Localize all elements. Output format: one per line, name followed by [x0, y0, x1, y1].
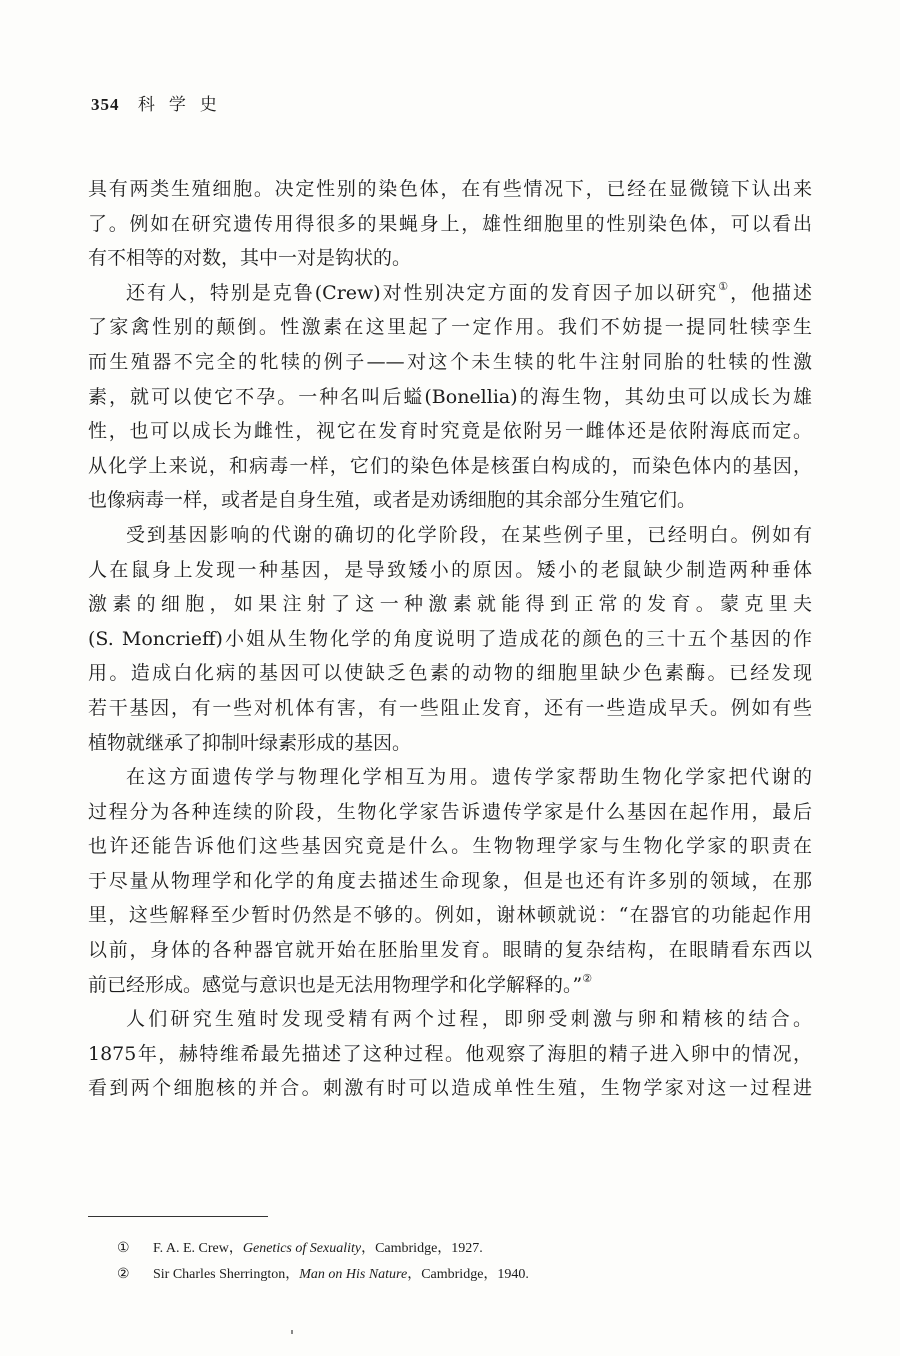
footnote-title: Genetics of Sexuality — [242, 1241, 362, 1256]
footnote-ref-1: ① — [718, 279, 731, 293]
text-line: (S. Moncrieff)小姐从生物化学的角度说明了造成花的颜色的三十五个基因的作 — [88, 627, 812, 650]
footnote-1 — [117, 1236, 797, 1262]
footnote-author: F. A. E. Crew， — [153, 1241, 243, 1256]
text-line: 在这方面遗传学与物理化学相互为用。遗传学家帮助生物化学家把代谢的 — [126, 766, 812, 789]
footnote-divider — [88, 1216, 268, 1217]
text-line: 受到基因影响的代谢的确切的化学阶段，在某些例子里，已经明白。例如有 — [126, 523, 812, 546]
footnote-2 — [117, 1262, 797, 1288]
footnote-marker: ② — [117, 1267, 130, 1282]
text-line: 看到两个细胞核的并合。刺激有时可以造成单性生殖，生物学家对这一过程进 — [88, 1077, 812, 1100]
text-line — [88, 968, 812, 1003]
text-line: 若干基因，有一些对机体有害，有一些阻止发育，还有一些造成早夭。例如有些 — [88, 696, 812, 719]
text-line: 人在鼠身上发现一种基因，是导致矮小的原因。矮小的老鼠缺少制造两种垂体 — [88, 558, 812, 581]
text-line: 了家禽性别的颠倒。性激素在这里起了一定作用。我们不妨提一提同牡犊孪生 — [88, 316, 812, 339]
scan-speck — [291, 1330, 293, 1334]
footnote-marker: ① — [117, 1241, 130, 1256]
page-header — [91, 90, 231, 115]
text-line: 过程分为各种连续的阶段，生物化学家告诉遗传学家是什么基因在起作用，最后 — [88, 800, 812, 823]
text-line: 了。例如在研究遗传用得很多的果蝇身上，雄性细胞里的性别染色体，可以看出 — [88, 212, 812, 235]
text-line — [88, 276, 812, 311]
text-line: 里，这些解释至少暂时仍然是不够的。例如，谢林顿就说：“在器官的功能起作用 — [88, 904, 812, 927]
footnote-ref-2: ② — [582, 971, 593, 985]
text-line: 性，也可以成长为雌性，视它在发育时究竟是依附另一雌体还是依附海底而定。 — [88, 420, 812, 443]
text-line: 具有两类生殖细胞。决定性别的染色体，在有些情况下，已经在显微镜下认出来 — [88, 178, 812, 200]
footnote-publication: ，Cambridge，1940. — [407, 1267, 529, 1282]
body-text — [88, 172, 812, 1106]
footnote-author: Sir Charles Sherrington， — [153, 1267, 300, 1282]
text-line: 激素的细胞，如果注射了这一种激素就能得到正常的发育。蒙克里夫 — [88, 593, 812, 616]
footnotes — [117, 1236, 797, 1288]
text-line-segment: 还有人，特别是克鲁(Crew)对性别决定方面的发育因子加以研究 — [126, 281, 719, 304]
running-title: 科学史 — [137, 95, 231, 115]
footnote-title: Man on His Nature — [299, 1267, 408, 1282]
text-line: 也许还能告诉他们这些基因究竟是什么。生物物理学家与生物化学家的职责在 — [88, 835, 812, 858]
text-line: 于尽量从物理学和化学的角度去描述生命现象，但是也还有许多别的领域，在那 — [88, 869, 812, 892]
footnote-publication: ，Cambridge，1927. — [361, 1241, 483, 1256]
text-line: 也像病毒一样，或者是自身生殖，或者是劝诱细胞的其余部分生殖它们。 — [88, 489, 697, 512]
text-line-segment: 前已经形成。感觉与意识也是无法用物理学和化学解释的。” — [88, 973, 583, 996]
text-line: 用。造成白化病的基因可以使缺乏色素的动物的细胞里缺少色素酶。已经发现 — [88, 662, 812, 685]
text-line: 以前，身体的各种器官就开始在胚胎里发育。眼睛的复杂结构，在眼睛看东西以 — [88, 939, 812, 962]
text-line: 从化学上来说，和病毒一样，它们的染色体是核蛋白构成的，而染色体内的基因， — [88, 454, 812, 477]
text-line-segment: ，他描述 — [730, 281, 812, 304]
text-line: 人们研究生殖时发现受精有两个过程，即卵受刺激与卵和精核的结合。 — [126, 1008, 812, 1031]
page-number: 354 — [91, 95, 120, 114]
text-line: 素，就可以使它不孕。一种名叫后螠(Bonellia)的海生物，其幼虫可以成长为雄 — [88, 385, 812, 408]
text-line: 1875年，赫特维希最先描述了这种过程。他观察了海胆的精子进入卵中的情况， — [88, 1042, 812, 1065]
text-line: 有不相等的对数，其中一对是钩状的。 — [88, 247, 412, 270]
text-line: 而生殖器不完全的牝犊的例子——对这个未生犊的牝牛注射同胎的牡犊的性激 — [88, 350, 812, 373]
text-line: 植物就继承了抑制叶绿素形成的基因。 — [88, 731, 412, 754]
